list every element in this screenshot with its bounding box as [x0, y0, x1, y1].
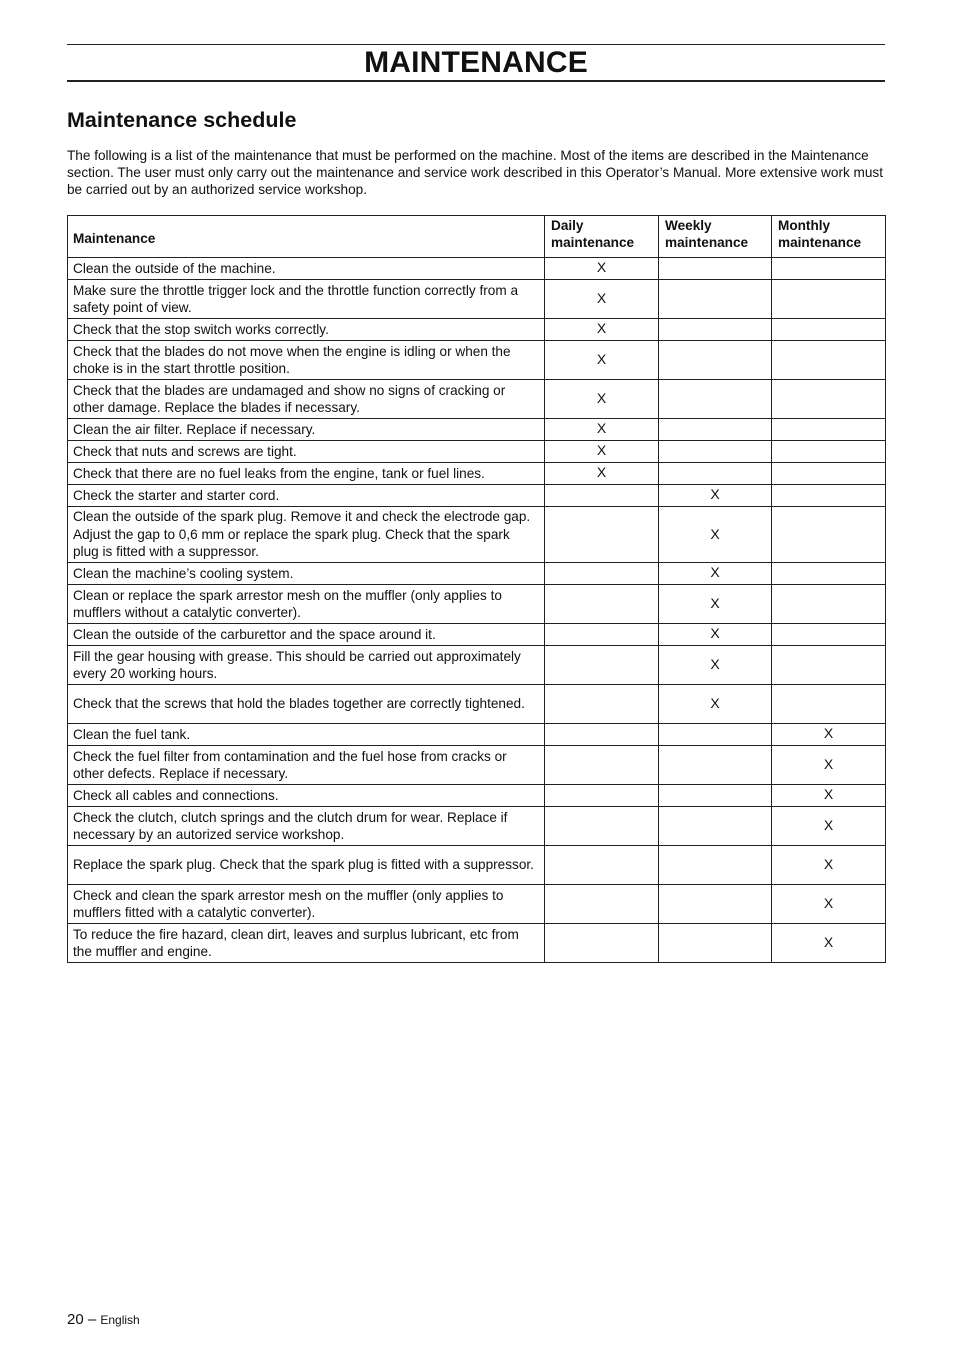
task-cell: Check the fuel filter from contamination and the fuel hose from cracks or other defects. Replace if necessary.	[68, 746, 545, 785]
task-cell: Clean the fuel tank.	[68, 724, 545, 746]
weekly-cell: X	[659, 585, 772, 624]
weekly-cell	[659, 319, 772, 341]
weekly-cell	[659, 258, 772, 280]
monthly-cell	[772, 319, 886, 341]
column-header-daily: Daily maintenance	[545, 216, 659, 258]
monthly-cell: X	[772, 846, 886, 885]
column-header-monthly: Monthly maintenance	[772, 216, 886, 258]
monthly-cell	[772, 280, 886, 319]
task-cell: To reduce the fire hazard, clean dirt, leaves and surplus lubricant, etc from the muffler and engine.	[68, 924, 545, 963]
weekly-cell	[659, 463, 772, 485]
task-cell: Check that the screws that hold the blades together are correctly tightened.	[68, 685, 545, 724]
column-header-maintenance: Maintenance	[68, 216, 545, 258]
section-heading: Maintenance schedule	[67, 108, 297, 132]
monthly-cell: X	[772, 746, 886, 785]
daily-cell	[545, 785, 659, 807]
monthly-cell	[772, 380, 886, 419]
table-row	[68, 924, 886, 963]
daily-cell: X	[545, 441, 659, 463]
daily-cell	[545, 485, 659, 507]
task-cell: Make sure the throttle trigger lock and the throttle function correctly from a safety point of view.	[68, 280, 545, 319]
daily-cell	[545, 646, 659, 685]
monthly-cell	[772, 507, 886, 563]
table-row	[68, 846, 886, 885]
monthly-cell: X	[772, 807, 886, 846]
task-cell: Clean the machine’s cooling system.	[68, 563, 545, 585]
weekly-cell	[659, 807, 772, 846]
monthly-cell	[772, 258, 886, 280]
daily-cell: X	[545, 463, 659, 485]
monthly-cell: X	[772, 785, 886, 807]
monthly-cell	[772, 463, 886, 485]
table-row	[68, 341, 886, 380]
weekly-cell	[659, 441, 772, 463]
weekly-cell: X	[659, 624, 772, 646]
monthly-cell	[772, 585, 886, 624]
task-cell: Fill the gear housing with grease. This should be carried out approximately every 20 working hours.	[68, 646, 545, 685]
table-row	[68, 746, 886, 785]
weekly-cell	[659, 746, 772, 785]
weekly-cell	[659, 341, 772, 380]
daily-cell	[545, 685, 659, 724]
weekly-cell	[659, 846, 772, 885]
table-row	[68, 785, 886, 807]
weekly-cell: X	[659, 485, 772, 507]
task-cell: Check that there are no fuel leaks from the engine, tank or fuel lines.	[68, 463, 545, 485]
weekly-cell	[659, 280, 772, 319]
daily-cell	[545, 807, 659, 846]
task-cell: Clean the outside of the spark plug. Remove it and check the electrode gap. Adjust the gap to 0,6 mm or replace the spark plug. Check that the spark plug is fitted with a suppressor.	[68, 507, 545, 563]
page-footer	[67, 1310, 140, 1330]
table-row	[68, 563, 886, 585]
table-row	[68, 319, 886, 341]
task-cell: Check all cables and connections.	[68, 785, 545, 807]
daily-cell	[545, 507, 659, 563]
task-cell: Clean the air filter. Replace if necessary.	[68, 419, 545, 441]
maintenance-schedule-table	[67, 215, 886, 963]
weekly-cell	[659, 724, 772, 746]
page-header-title: MAINTENANCE	[364, 46, 588, 79]
weekly-cell	[659, 924, 772, 963]
task-cell: Check that nuts and screws are tight.	[68, 441, 545, 463]
task-cell: Check the clutch, clutch springs and the clutch drum for wear. Replace if necessary by an autorized service workshop.	[68, 807, 545, 846]
monthly-cell	[772, 485, 886, 507]
monthly-cell	[772, 441, 886, 463]
daily-cell	[545, 924, 659, 963]
daily-cell	[545, 585, 659, 624]
intro-paragraph: The following is a list of the maintenance that must be performed on the machine. Most of the items are described in the Maintenance section. The user must only carry out the maintenance and service work described in this Operator’s Manual. More extensive work must be carried out by an authorized service workshop.	[67, 148, 883, 197]
table-row	[68, 724, 886, 746]
table-row	[68, 441, 886, 463]
task-cell: Replace the spark plug. Check that the spark plug is fitted with a suppressor.	[68, 846, 545, 885]
monthly-cell: X	[772, 924, 886, 963]
weekly-cell	[659, 885, 772, 924]
daily-cell	[545, 624, 659, 646]
table-row	[68, 419, 886, 441]
table-row	[68, 624, 886, 646]
weekly-cell	[659, 419, 772, 441]
task-cell: Check the starter and starter cord.	[68, 485, 545, 507]
daily-cell: X	[545, 419, 659, 441]
table-row	[68, 807, 886, 846]
monthly-cell: X	[772, 885, 886, 924]
monthly-cell	[772, 341, 886, 380]
column-header-weekly: Weekly maintenance	[659, 216, 772, 258]
weekly-cell: X	[659, 685, 772, 724]
task-cell: Clean or replace the spark arrestor mesh on the muffler (only applies to mufflers without a catalytic converter).	[68, 585, 545, 624]
daily-cell	[545, 885, 659, 924]
weekly-cell	[659, 785, 772, 807]
task-cell: Clean the outside of the machine.	[68, 258, 545, 280]
monthly-cell	[772, 685, 886, 724]
page-header-banner	[67, 44, 885, 82]
table-row	[68, 258, 886, 280]
task-cell: Check that the blades do not move when the engine is idling or when the choke is in the start throttle position.	[68, 341, 545, 380]
table-row	[68, 380, 886, 419]
table-row	[68, 585, 886, 624]
table-row	[68, 507, 886, 563]
table-row	[68, 685, 886, 724]
monthly-cell	[772, 563, 886, 585]
task-cell: Clean the outside of the carburettor and the space around it.	[68, 624, 545, 646]
page-number: 20	[67, 1311, 84, 1328]
table-row	[68, 463, 886, 485]
weekly-cell: X	[659, 563, 772, 585]
daily-cell: X	[545, 341, 659, 380]
table-row	[68, 885, 886, 924]
daily-cell: X	[545, 319, 659, 341]
monthly-cell	[772, 646, 886, 685]
table-row	[68, 485, 886, 507]
table-header-row	[68, 216, 886, 258]
daily-cell: X	[545, 380, 659, 419]
footer-language: English	[100, 1313, 140, 1327]
daily-cell	[545, 746, 659, 785]
weekly-cell: X	[659, 646, 772, 685]
daily-cell: X	[545, 280, 659, 319]
task-cell: Check that the blades are undamaged and show no signs of cracking or other damage. Replace the blades if necessary.	[68, 380, 545, 419]
task-cell: Check and clean the spark arrestor mesh on the muffler (only applies to mufflers fitted with a catalytic converter).	[68, 885, 545, 924]
daily-cell	[545, 724, 659, 746]
monthly-cell	[772, 624, 886, 646]
weekly-cell: X	[659, 507, 772, 563]
daily-cell: X	[545, 258, 659, 280]
footer-separator: –	[87, 1311, 97, 1328]
daily-cell	[545, 846, 659, 885]
weekly-cell	[659, 380, 772, 419]
monthly-cell	[772, 419, 886, 441]
task-cell: Check that the stop switch works correctly.	[68, 319, 545, 341]
table-row	[68, 646, 886, 685]
table-row	[68, 280, 886, 319]
daily-cell	[545, 563, 659, 585]
monthly-cell: X	[772, 724, 886, 746]
